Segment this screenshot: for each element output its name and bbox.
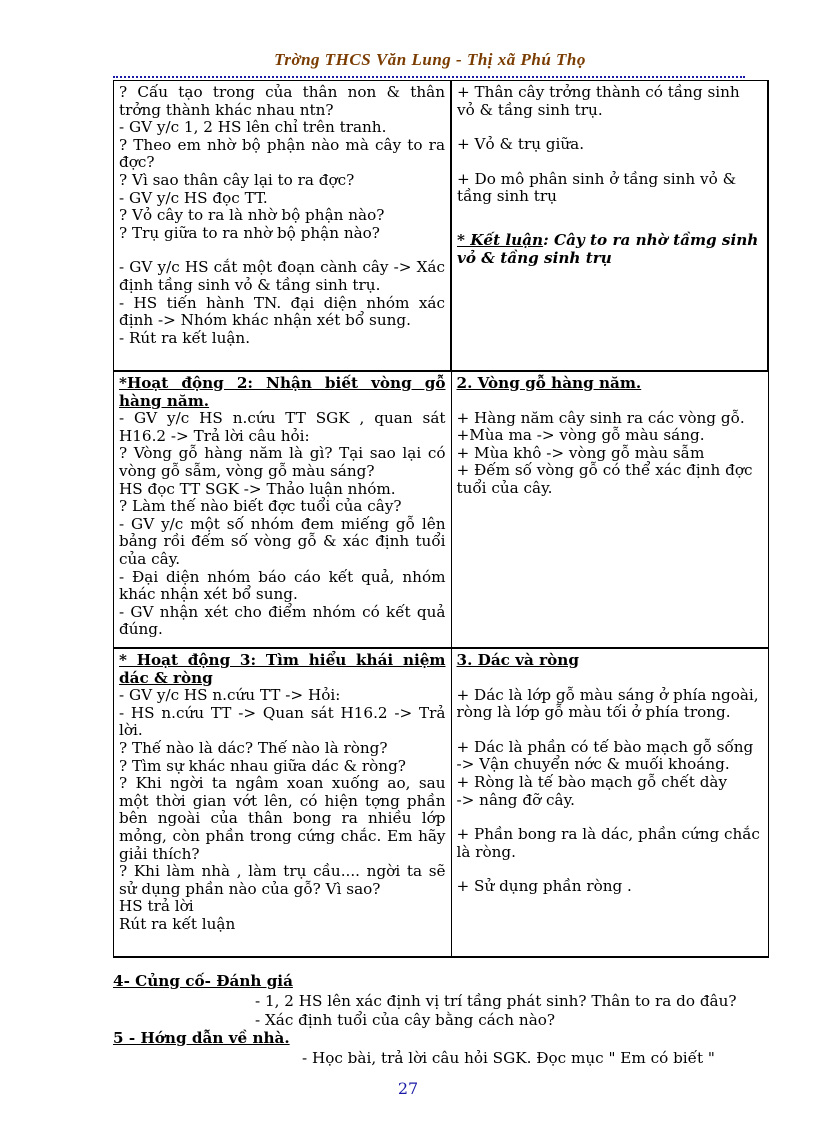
section4-item: - Xác định tuổi của cây bằng cách nào? (255, 1011, 556, 1029)
row1-left-line: - Rút ra kết luận. (119, 328, 251, 347)
row1-left-cell (114, 81, 452, 372)
row1-right-line: + Thân cây trởng thành có tầng sinh vỏ & tầng sinh trụ. (457, 83, 740, 119)
lesson-table (113, 80, 769, 958)
row3-left-line: ? Tìm sự khác nhau giữa dác & ròng? (119, 756, 406, 775)
row3-right-line: -> Vận chuyển nớc & muối khoáng. (456, 755, 730, 774)
row2-right-line: + Hàng năm cây sinh ra các vòng gỗ. (456, 408, 745, 427)
row2-left-line: ? Làm thế nào biết đợc tuổi của cây? (119, 497, 402, 516)
row2-left-line: - GV y/c HS n.cứu TT SGK , quan sát H16.2 -> Trả lời câu hỏi: (119, 409, 446, 445)
row3-left-line: HS trả lời (119, 897, 194, 916)
section5-item: - Học bài, trả lời câu hỏi SGK. Đọc mục " Em có biết " (302, 1049, 715, 1067)
row1-left-line: ? Vì sao thân cây lại to ra đợc? (119, 170, 355, 189)
row3-left-line: - GV y/c HS n.cứu TT -> Hỏi: (119, 686, 341, 705)
row3-left-line: ? Thế nào là dác? Thế nào là ròng? (119, 738, 388, 757)
row1-left-line: - HS tiến hành TN. đại diện nhóm xác định -> Nhóm khác nhận xét bổ sung. (119, 293, 445, 330)
page-number: 27 (397, 1079, 419, 1098)
row1-left-line: ? Vỏ cây to ra là nhờ bộ phận nào? (119, 206, 385, 225)
row2-right-cell (451, 371, 768, 648)
row2-left-line: - GV nhận xét cho điểm nhóm có kết quả đúng. (119, 602, 446, 639)
row2-right-line: + Đếm số vòng gỗ có thể xác định đợc tuổi của cây. (456, 461, 753, 497)
row2-left-cell (114, 371, 452, 648)
row2-right-line: +Mùa ma -> vòng gỗ màu sáng. (456, 426, 705, 445)
table-row (114, 81, 769, 372)
conclusion-text: : Cây to ra nhờ tầmg sinh vỏ & tầng sinh trụ (457, 230, 759, 267)
row3-left-line: ? Khi làm nhà , làm trụ cầu.... ngời ta sẽ sử dụng phần nào của gỗ? Vì sao? (119, 862, 446, 898)
section3-title: 3. Dác và ròng (456, 651, 579, 669)
row3-right-cell (451, 648, 768, 957)
header-divider (113, 76, 745, 78)
row3-right-line: + Sử dụng phần ròng . (456, 877, 632, 896)
row2-left-line: - GV y/c một số nhóm đem miếng gỗ lên bảng rồi đếm số vòng gỗ & xác định tuổi của cây. (119, 514, 446, 568)
row1-right-line: + Vỏ & trụ giữa. (457, 135, 585, 154)
row1-left-line: - GV y/c HS cắt một đoạn cành cây -> Xác định tầng sinh vỏ & tầng sinh trụ. (119, 258, 445, 294)
table-row (114, 648, 769, 957)
page-header: Trờng THCS Văn Lung - Thị xã Phú Thọ (274, 50, 586, 69)
row1-left-line: ? Theo em nhờ bộ phận nào mà cây to ra đợc? (119, 135, 445, 172)
row3-left-line: - HS n.cứu TT -> Quan sát H16.2 -> Trả lời. (119, 703, 446, 740)
activity2-title: *Hoạt động 2: Nhận biết vòng gỗ hàng năm. (119, 374, 446, 410)
row1-right-cell (451, 81, 768, 372)
section4-item: - 1, 2 HS lên xác định vị trí tầng phát sinh? Thân to ra do đâu? (255, 992, 737, 1010)
row3-left-cell (114, 648, 452, 957)
row3-right-line: + Ròng là tế bào mạch gỗ chết dày (456, 772, 728, 791)
section5-title: 5 - Hớng dẫn về nhà. (113, 1029, 290, 1047)
activity3-title: * Hoạt động 3: Tìm hiểu khái niệm dác & ròng (119, 651, 446, 687)
section4-title: 4- Củng cố- Đánh giá (113, 972, 293, 990)
section2-title: 2. Vòng gỗ hàng năm. (456, 374, 642, 392)
table-row (114, 371, 769, 648)
row1-left-line: ? Cấu tạo trong của thân non & thân trởng thành khác nhau ntn? (119, 83, 445, 119)
row2-right-line: + Mùa khô -> vòng gỗ màu sẫm (456, 443, 705, 462)
row1-left-line: - GV y/c HS đọc TT. (119, 188, 268, 207)
row3-left-line: Rút ra kết luận (119, 914, 236, 933)
row2-left-line: ? Vòng gỗ hàng năm là gì? Tại sao lại có vòng gỗ sẫm, vòng gỗ màu sáng? (119, 444, 446, 480)
row3-right-line: + Dác là lớp gỗ màu sáng ở phía ngoài, ròng là lớp gỗ màu tối ở phía trong. (456, 685, 759, 722)
row1-left-line: - GV y/c 1, 2 HS lên chỉ trên tranh. (119, 118, 387, 137)
conclusion-label: * Kết luận (457, 230, 544, 249)
row3-left-line: ? Khi ngời ta ngâm xoan xuống ao, sau một thời gian vớt lên, có hiện tợng phần bên ngoài của thân bong ra nhiều lớp mỏng, còn phần trong cứng chắc. Em hãy giải thích? (119, 774, 446, 863)
row3-right-line: -> nâng đỡ cây. (456, 790, 575, 809)
row1-right-line: + Do mô phân sinh ở tầng sinh vỏ & tầng sinh trụ (457, 169, 737, 206)
row1-left-line: ? Trụ giữa to ra nhờ bộ phận nào? (119, 223, 380, 242)
row3-right-line: + Phần bong ra là dác, phần cứng chắc là ròng. (456, 825, 760, 861)
row2-left-line: - Đại diện nhóm báo cáo kết quả, nhóm khác nhận xét bổ sung. (119, 567, 446, 604)
row3-right-line: + Dác là phần có tế bào mạch gỗ sống (456, 737, 754, 756)
row1-conclusion (457, 232, 762, 267)
row2-left-line: HS đọc TT SGK -> Thảo luận nhóm. (119, 479, 396, 498)
